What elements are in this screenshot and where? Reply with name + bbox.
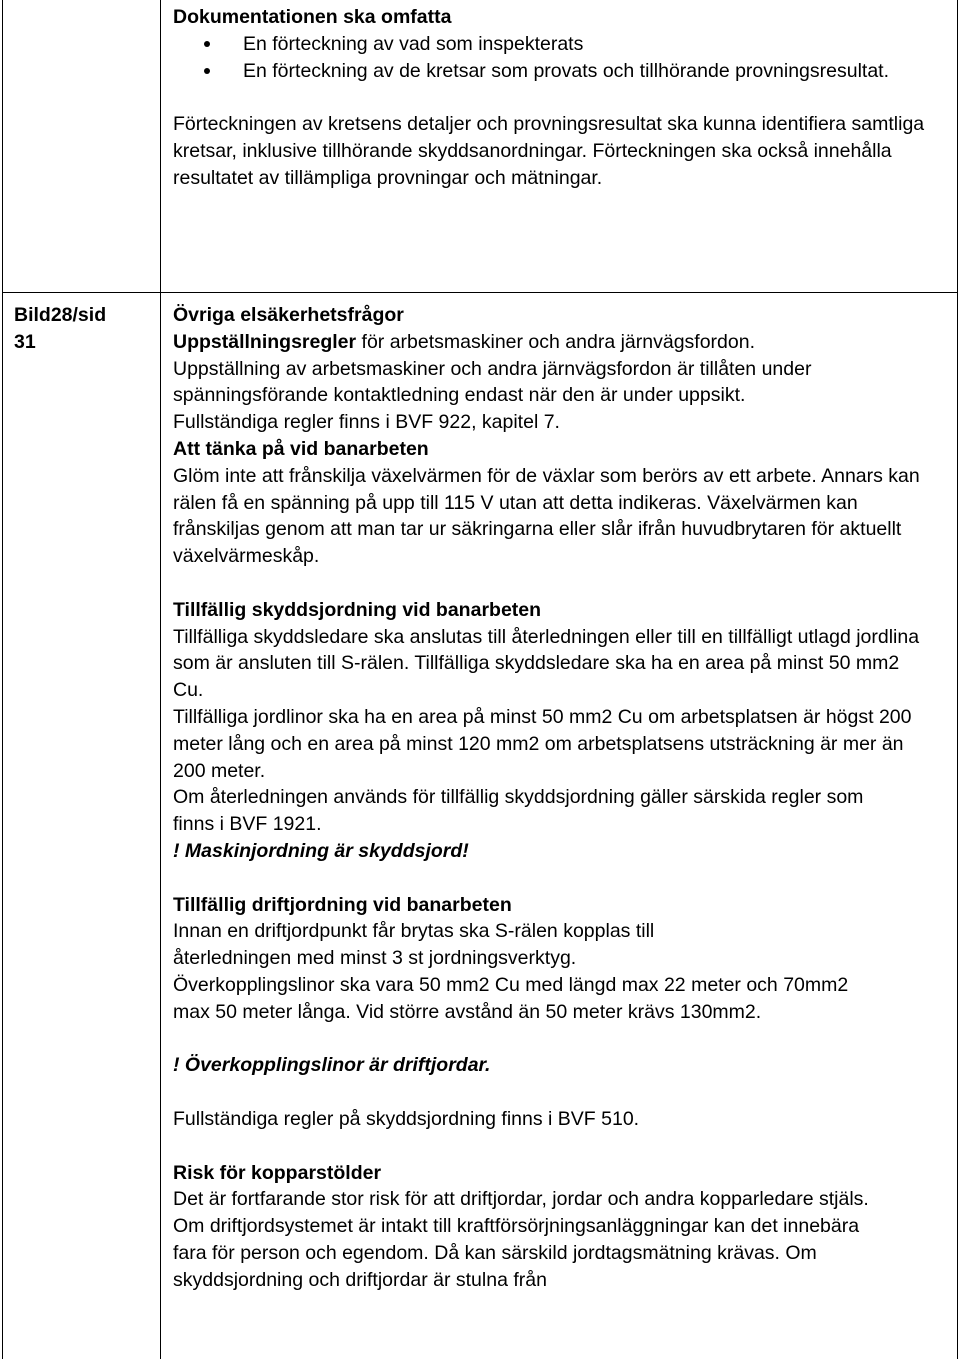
jumper-cable-note: ! Överkopplingslinor är driftjordar.	[173, 1054, 491, 1077]
earthing-rules-reference: Fullständiga regler på skyddsjordning finns i BVF 510.	[173, 1107, 640, 1130]
documentation-list	[173, 31, 953, 85]
list-item: En förteckning av vad som inspekterats	[173, 31, 953, 58]
page-reference: 31	[14, 330, 36, 353]
documentation-heading: Dokumentationen ska omfatta	[173, 6, 452, 28]
bullet-icon	[204, 68, 210, 74]
row2-content	[173, 302, 953, 1293]
table-border-left	[2, 0, 3, 1359]
bullet-icon	[204, 41, 210, 47]
section-heading: Att tänka på vid banarbeten	[173, 437, 429, 460]
documentation-paragraph: Förteckningen av kretsens detaljer och provningsresultat ska kunna identifiera samtliga kretsar, inklusive tillhörande skyddsanordningar. Förteckningen ska också innehålla resultatet av tillämpliga provningar och mätningar.	[173, 113, 925, 189]
operational-earthing-paragraph: Innan en driftjordpunkt får brytas ska S-rälen kopplas till återledningen med minst 3 st jordningsverktyg.	[173, 920, 655, 970]
list-item: En förteckning av de kretsar som provats och tillhörande provningsresultat.	[173, 58, 953, 85]
copper-theft-paragraph: Det är fortfarande stor risk för att driftjordar, jordar och andra kopparledare stjäls. Om driftjordsystemet är intakt till kraftförsörjningsanläggningar kan det innebära fara för person och egendom. Då kan särskild jordtagsmätning krävas. Om skyddsjordning och driftjordar är stulna från	[173, 1188, 869, 1291]
machine-earthing-note: ! Maskinjordning är skyddsjord!	[173, 839, 469, 862]
placement-rules-line: Uppställningsregler för arbetsmaskiner och andra järnvägsfordon.	[173, 330, 755, 353]
protective-earthing-paragraph: Om återledningen används för tillfällig skyddsjordning gäller särskida regler som finns i BVF 1921.	[173, 786, 864, 836]
protective-earthing-paragraph: Tillfälliga skyddsledare ska anslutas till återledningen eller till en tillfälligt utlagd jordlina som är ansluten till S-rälen. Tillfälliga skyddsledare ska ha en area på minst 50 mm2 Cu.	[173, 625, 920, 702]
track-work-paragraph: Glöm inte att frånskilja växelvärmen för de växlar som berörs av ett arbete. Annars kan rälen få en spänning på upp till 115 V utan att detta indikeras. Växelvärmen kan frånskiljas genom att man tar ur säkringarna eller slår ifrån huvudbrytaren för aktuellt växelvärmeskåp.	[173, 464, 920, 568]
table-border-right	[957, 0, 958, 1359]
protective-earthing-paragraph: Tillfälliga jordlinor ska ha en area på minst 50 mm2 Cu om arbetsplatsen är högst 200 meter lång och en area på minst 120 mm2 om arbetsplatsens utsträckning är mer än 200 meter.	[173, 705, 912, 782]
table-column-divider	[160, 0, 161, 1359]
operational-earthing-paragraph: Överkopplingslinor ska vara 50 mm2 Cu med längd max 22 meter och 70mm2 max 50 meter långa. Vid större avstånd än 50 meter krävs 130mm2.	[173, 973, 849, 1023]
row1-content	[173, 4, 953, 192]
placement-reference: Fullständiga regler finns i BVF 922, kapitel 7.	[173, 411, 560, 434]
slide-reference: Bild28/sid	[14, 304, 107, 326]
section-heading: Risk för kopparstölder	[173, 1161, 382, 1184]
section-heading: Tillfällig skyddsjordning vid banarbeten	[173, 598, 542, 621]
section-heading: Övriga elsäkerhetsfrågor	[173, 304, 404, 326]
row2-label	[14, 302, 154, 356]
placement-paragraph: Uppställning av arbetsmaskiner och andra järnvägsfordon är tillåten under spänningsförande kontaktledning endast när den är under uppsikt.	[173, 357, 812, 407]
table-row-divider	[2, 292, 958, 293]
section-heading: Tillfällig driftjordning vid banarbeten	[173, 893, 512, 916]
